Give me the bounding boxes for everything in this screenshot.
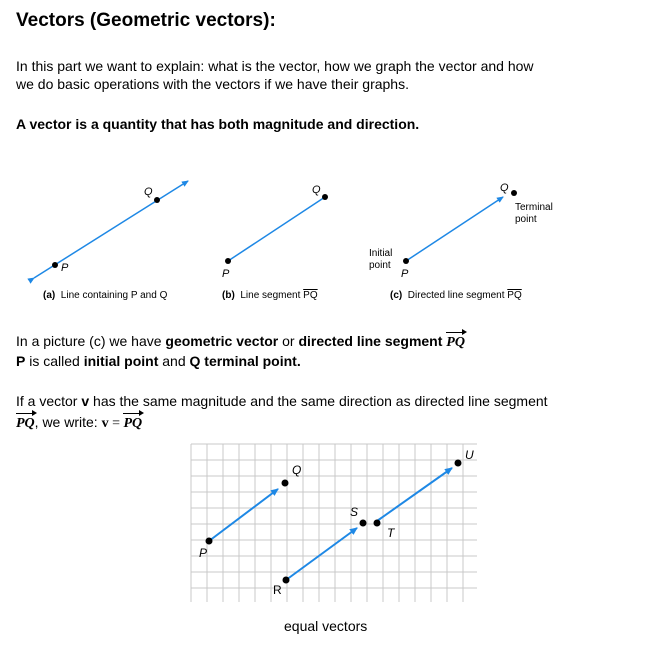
page-title: Vectors (Geometric vectors): [16,10,276,31]
segment-b [228,197,325,261]
intro-line-1: In this part we want to explain: what is the vector, how we graph the vector and how [16,58,534,74]
label-q-a: Q [144,186,153,198]
point-q-c [511,190,517,196]
grid-label-u: U [465,448,474,462]
caption-b: (b) Line segment $\overline{PQ}$ [222,290,318,301]
point-q-b [322,194,328,200]
grid-point-r [283,577,290,584]
label-p-b: P [222,268,230,280]
label-q-b: Q [312,184,321,196]
equal-vectors-grid [190,443,480,605]
caption-c: (c) Directed line segment $\overline{PQ}$ [390,290,522,301]
label-p-a: P [61,262,69,274]
paragraph-2-line-2: P is called initial point and Q terminal point. [16,353,301,369]
label-q-c: Q [500,182,509,194]
grid-point-q [282,480,289,487]
grid-point-t [374,520,381,527]
point-p-a [52,262,58,268]
point-p-c [403,258,409,264]
intro-line-2: we do basic operations with the vectors if we have their graphs. [16,76,409,92]
label-p-c: P [401,268,409,280]
grid-caption: equal vectors [284,618,368,634]
paragraph-3-line-1: If a vector v has the same magnitude and the same direction as directed line segment [16,393,548,409]
grid-label-q: Q [292,463,302,477]
grid-label-r: R [273,583,282,597]
vector-figures [0,170,647,310]
grid-point-p [206,538,213,545]
grid-label-t: T [387,526,395,540]
grid-label-s: S [350,505,359,519]
grid-label-p: P [199,546,208,560]
caption-a: (a) Line containing P and Q [43,290,168,301]
vector-definition: A vector is a quantity that has both magnitude and direction. [16,116,420,132]
initial-point-label: Initial point [369,248,393,271]
paragraph-3-line-2: PQ, we write: v = PQ [16,414,143,431]
vector-pq [209,489,278,541]
terminal-point-label: Terminal point [515,202,553,225]
grid-point-u [455,460,462,467]
point-q-a [154,197,160,203]
paragraph-2-line-1: In a picture (c) we have geometric vector or directed line segment PQ [16,333,465,350]
grid-point-s [360,520,367,527]
point-p-b [225,258,231,264]
directed-segment-c [406,197,503,261]
